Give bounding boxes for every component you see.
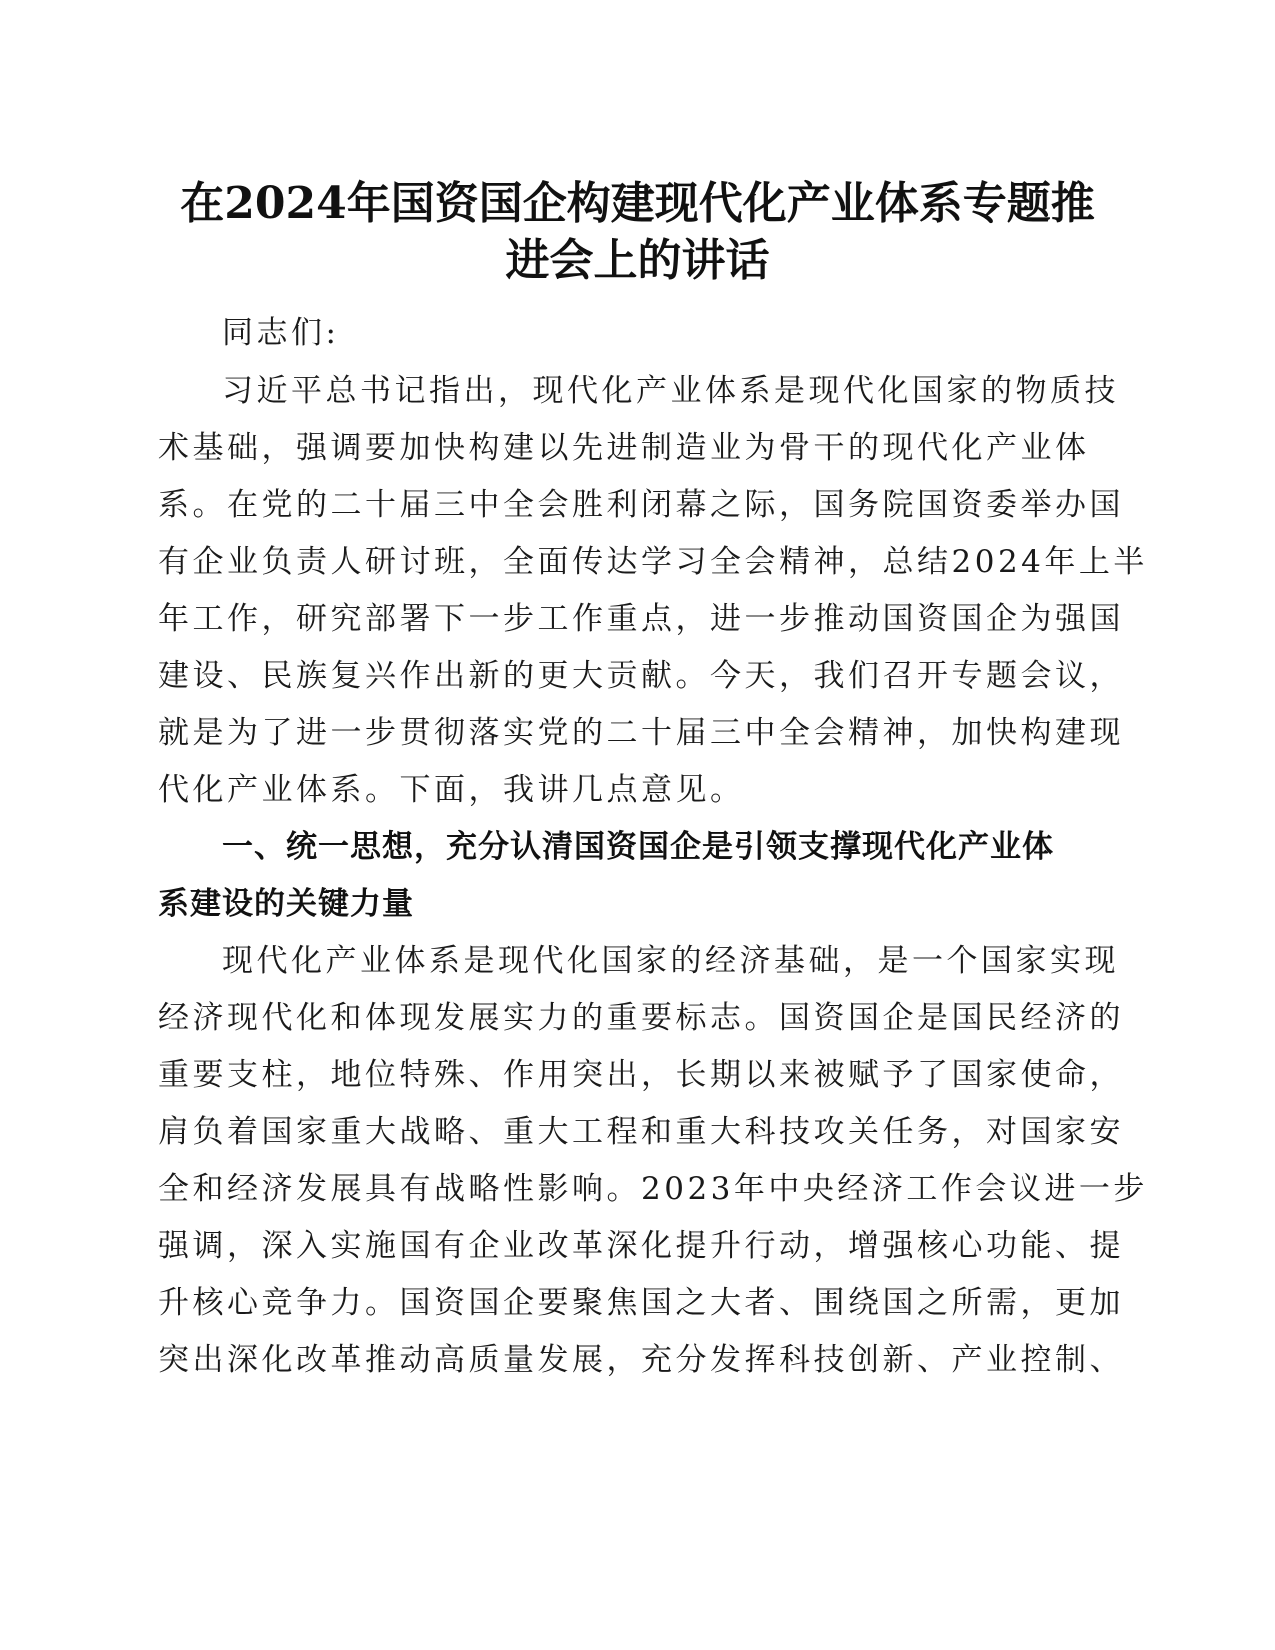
paragraph-2-line: 肩负着国家重大战略、重大工程和重大科技攻关任务，对国家安 — [158, 1114, 1124, 1150]
paragraph-1-line: 习近平总书记指出，现代化产业体系是现代化国家的物质技 — [222, 373, 1119, 409]
salutation: 同志们: — [222, 315, 340, 351]
paragraph-2-line: 强调，深入实施国有企业改革深化提升行动，增强核心功能、提 — [158, 1228, 1124, 1264]
paragraph-1-line: 有企业负责人研讨班，全面传达学习全会精神，总结2024年上半 — [158, 544, 1148, 580]
paragraph-2-line: 升核心竞争力。国资国企要聚焦国之大者、围绕国之所需，更加 — [158, 1285, 1124, 1321]
paragraph-2-line: 现代化产业体系是现代化国家的经济基础，是一个国家实现 — [222, 943, 1119, 979]
paragraph-1-line: 就是为了进一步贯彻落实党的二十届三中全会精神，加快构建现 — [158, 715, 1124, 751]
paragraph-1-line: 年工作，研究部署下一步工作重点，进一步推动国资国企为强国 — [158, 601, 1124, 637]
paragraph-2-line: 全和经济发展具有战略性影响。2023年中央经济工作会议进一步 — [158, 1171, 1148, 1207]
paragraph-2-line: 突出深化改革推动高质量发展，充分发挥科技创新、产业控制、 — [158, 1342, 1124, 1378]
paragraph-2-line: 经济现代化和体现发展实力的重要标志。国资国企是国民经济的 — [158, 1000, 1124, 1036]
section-1-heading-line: 系建设的关键力量 — [158, 886, 414, 922]
document-title-line-2: 进会上的讲话 — [505, 235, 770, 286]
paragraph-1-line: 系。在党的二十届三中全会胜利闭幕之际，国务院国资委举办国 — [158, 487, 1124, 523]
document-title-line-1: 在2024年国资国企构建现代化产业体系专题推 — [180, 178, 1095, 229]
paragraph-1-line: 术基础，强调要加快构建以先进制造业为骨干的现代化产业体 — [158, 430, 1090, 466]
paragraph-1-line: 建设、民族复兴作出新的更大贡献。今天，我们召开专题会议， — [158, 658, 1124, 694]
section-1-heading-line: 一、统一思想，充分认清国资国企是引领支撑现代化产业体 — [222, 829, 1054, 865]
paragraph-1-line: 代化产业体系。下面，我讲几点意见。 — [158, 772, 745, 808]
paragraph-2-line: 重要支柱，地位特殊、作用突出，长期以来被赋予了国家使命， — [158, 1057, 1124, 1093]
